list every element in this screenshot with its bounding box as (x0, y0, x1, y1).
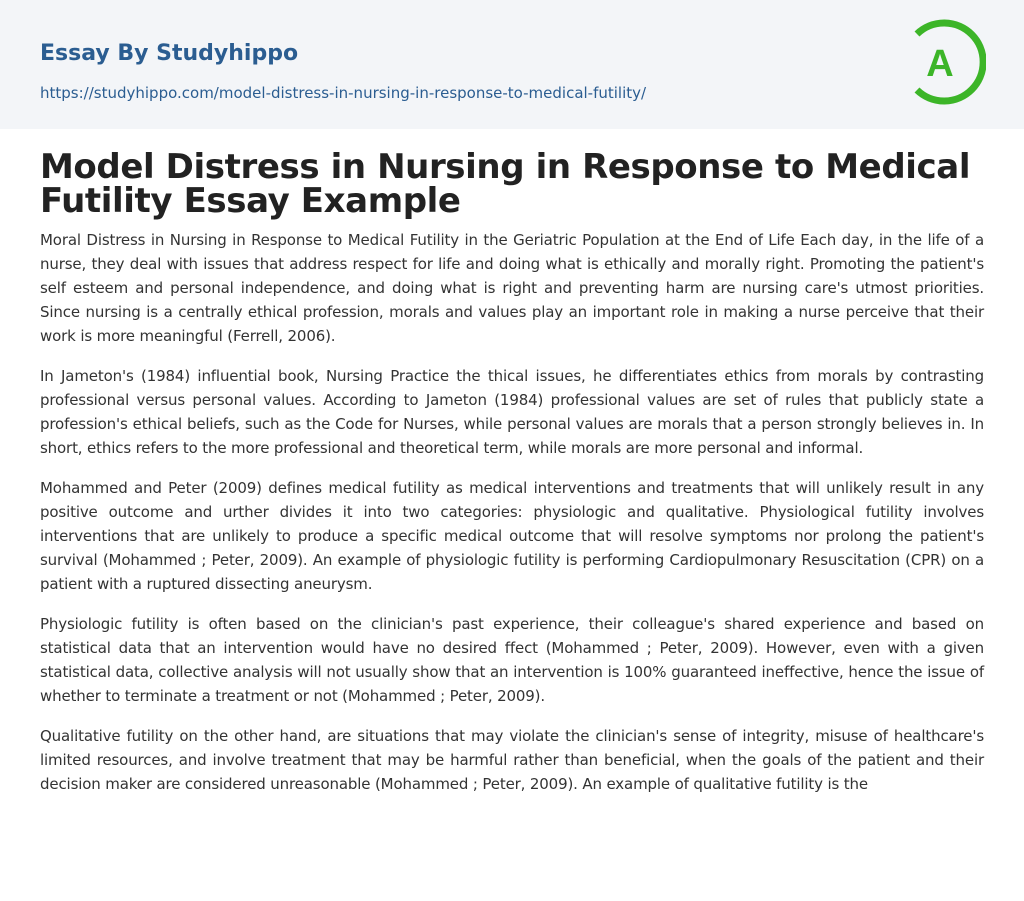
site-header (0, 0, 1024, 129)
article-url-link[interactable]: https://studyhippo.com/model-distress-in-nursing-in-response-to-medical-futility/ (40, 84, 647, 102)
article-paragraph: Qualitative futility on the other hand, are situations that may violate the clinician's sense of integrity, misuse of healthcare's limited resources, and involve treatment that may be harmful rather than beneficial, when the goals of the patient and their decision maker are considered unreasonable (Mohammed ; Peter, 2009). An example of qualitative futility is the (40, 727, 984, 793)
site-title[interactable]: Essay By Studyhippo (40, 41, 299, 66)
article-paragraph: Moral Distress in Nursing in Response to Medical Futility in the Geriatric Population at the End of Life Each day, in the life of a nurse, they deal with issues that address respect for life and doing what is ethically and morally right. Promoting the patient's self esteem and personal independence, and doing what is right and preventing harm are nursing care's utmost priorities. Since nursing is a centrally ethical profession, morals and values play an important role in making a nurse perceive that their work is more meaningful (Ferrell, 2006). (40, 231, 984, 345)
studyhippo-logo-icon[interactable] (910, 18, 986, 106)
article-paragraph: Mohammed and Peter (2009) defines medical futility as medical interventions and treatments that will unlikely result in any positive outcome and urther divides it into two categories: physiologic and qualitative. Physiological futility involves interventions that are unlikely to produce a specific medical outcome that will resolve symptoms nor prolong the patient's survival (Mohammed ; Peter, 2009). An example of physiologic futility is performing Cardiopulmonary Resuscitation (CPR) on a patient with a ruptured dissecting aneurysm. (40, 479, 984, 593)
article-paragraph: Physiologic futility is often based on the clinician's past experience, their colleague's shared experience and based on statistical data that an intervention would have no desired ffect (Mohammed ; Peter, 2009). However, even with a given statistical data, collective analysis will not usually show that an intervention is 100% guaranteed ineffective, hence the issue of whether to terminate a treatment or not (Mohammed ; Peter, 2009). (40, 615, 984, 705)
article-paragraph: In Jameton's (1984) influential book, Nursing Practice the thical issues, he differentiates ethics from morals by contrasting professional versus personal values. According to Jameton (1984) professional values are set of rules that publicly state a profession's ethical beliefs, such as the Code for Nurses, while personal values are morals that a person strongly believes in. In short, ethics refers to the more professional and theoretical term, while morals are more personal and informal. (40, 367, 984, 457)
page-title: Model Distress in Nursing in Response to Medical Futility Essay Example (40, 147, 971, 221)
logo-letter: A (926, 43, 954, 85)
article-body (40, 228, 984, 796)
